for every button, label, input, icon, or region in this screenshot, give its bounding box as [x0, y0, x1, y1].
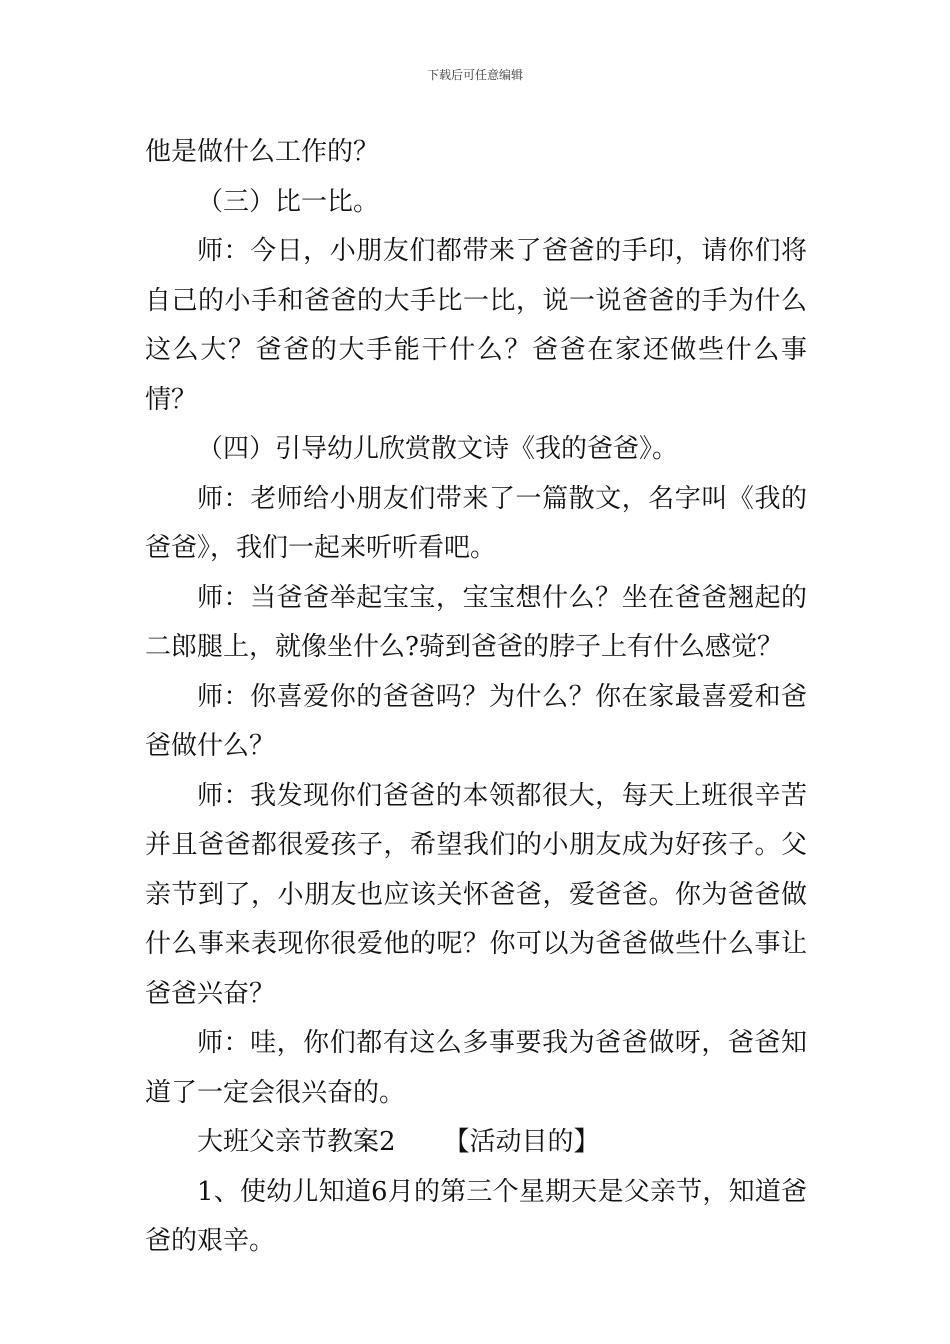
- document-body: [145, 128, 807, 1267]
- paragraph: 师：今日，小朋友们都带来了爸爸的手印，请你们将自己的小手和爸爸的大手比一比，说一说爸爸的手为什么这么大？爸爸的大手能干什么？爸爸在家还做些什么事情？: [145, 236, 807, 415]
- paragraph: 师：我发现你们爸爸的本领都很大，每天上班很辛苦并且爸爸都很爱孩子，希望我们的小朋友成为好孩子。父亲节到了，小朋友也应该关怀爸爸，爱爸爸。你为爸爸做什么事来表现你很爱他的呢？你可以为爸爸做些什么事让爸爸兴奋？: [145, 780, 807, 1009]
- paragraph: 师：哇，你们都有这么多事要我为爸爸做呀，爸爸知道了一定会很兴奋的。: [145, 1028, 807, 1108]
- section-title: 大班父亲节教案2: [197, 1127, 396, 1157]
- paragraph: 师：老师给小朋友们带来了一篇散文，名字叫《我的爸爸》，我们一起来听听看吧。: [145, 483, 807, 563]
- section-heading: 【活动目的】: [443, 1127, 600, 1157]
- paragraph: 他是做什么工作的？: [145, 137, 380, 167]
- page-header: 下载后可任意编辑: [426, 68, 523, 82]
- paragraph: （三）比一比。: [197, 186, 380, 217]
- section-line: [145, 1118, 807, 1168]
- goal-paragraph: 1、使幼儿知道6月的第三个星期天是父亲节，知道爸爸的艰辛。: [145, 1176, 807, 1256]
- paragraph: 师：你喜爱你的爸爸吗？为什么？你在家最喜爱和爸爸做什么？: [145, 681, 807, 761]
- paragraph: （四）引导幼儿欣赏散文诗《我的爸爸》。: [197, 434, 679, 464]
- paragraph: 师：当爸爸举起宝宝，宝宝想什么？坐在爸爸翘起的二郎腿上，就像坐什么?骑到爸爸的脖子上有什么感觉？: [145, 582, 807, 662]
